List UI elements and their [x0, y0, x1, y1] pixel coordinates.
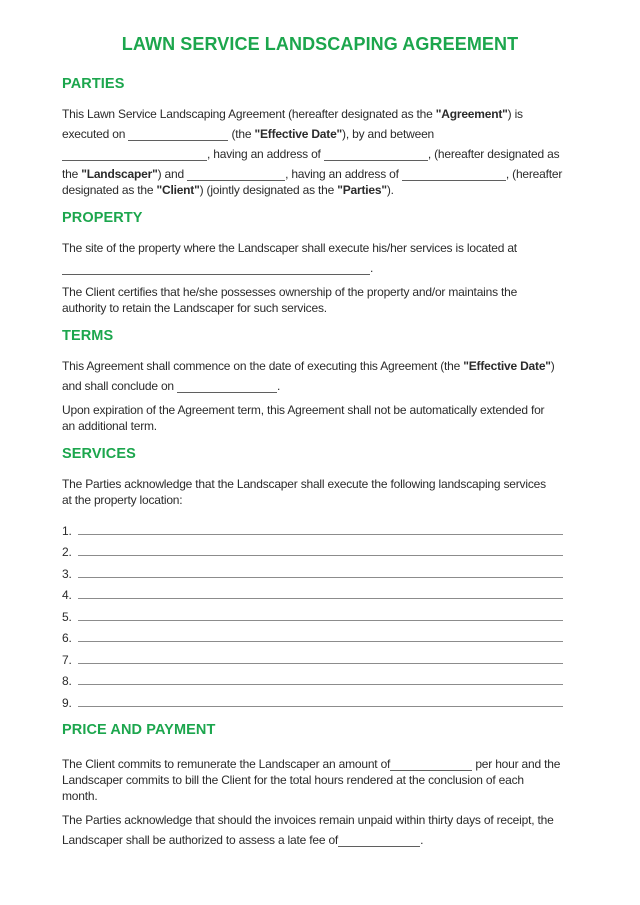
parties-paragraph	[62, 106, 578, 198]
fill-in-blank	[187, 162, 285, 181]
text-line: The Client commits to remunerate the Landscaper an amount of per hour and the	[62, 752, 578, 772]
service-item-blank-line	[78, 641, 563, 642]
property-location-paragraph	[62, 240, 578, 276]
section-heading-price-and-payment: PRICE AND PAYMENT	[62, 721, 216, 738]
service-item-number: 5.	[62, 609, 72, 624]
service-item-row	[62, 624, 563, 646]
service-item-blank-line	[78, 534, 563, 535]
text-line: The Parties acknowledge that the Landscaper shall execute the following landscaping services	[62, 477, 546, 491]
defined-term: "Effective Date"	[463, 359, 551, 373]
service-item-row	[62, 516, 563, 538]
service-item-row	[62, 538, 563, 560]
service-item-number: 4.	[62, 588, 72, 602]
terms-commencement-paragraph	[62, 358, 578, 394]
text-line: Landscaper commits to bill the Client for the total hours rendered at the conclusion of each	[62, 772, 524, 787]
services-intro-paragraph	[62, 476, 578, 508]
section-services	[62, 446, 578, 710]
section-heading-services: SERVICES	[62, 446, 136, 462]
service-item-blank-line	[78, 663, 563, 664]
text-line: The Parties acknowledge that should the invoices remain unpaid within thirty days of receipt, the	[62, 812, 554, 827]
text-line: and shall conclude on .	[62, 374, 578, 394]
text-line: at the property location:	[62, 493, 183, 507]
service-item-blank-line	[78, 706, 563, 707]
text-line: an additional term.	[62, 419, 157, 433]
text-line: The site of the property where the Landscaper shall execute his/her services is located at	[62, 241, 517, 255]
document-title: LAWN SERVICE LANDSCAPING AGREEMENT	[121, 34, 519, 54]
price-hourly-rate-paragraph	[62, 752, 578, 804]
service-item-blank-line	[78, 620, 563, 621]
service-item-number: 2.	[62, 545, 72, 559]
service-item-row	[62, 559, 563, 581]
defined-term: "Client"	[156, 183, 200, 197]
text-line: This Agreement shall commence on the date of executing this Agreement (the "Effective Date")	[62, 359, 555, 373]
text-line: This Lawn Service Landscaping Agreement (hereafter designated as the "Agreement") is	[62, 107, 523, 121]
fill-in-blank	[402, 162, 506, 181]
text-line: designated as the "Client") (jointly designated as the "Parties").	[62, 183, 394, 197]
service-item-row	[62, 645, 563, 667]
defined-term: "Agreement"	[435, 107, 508, 121]
service-item-number: 6.	[62, 631, 72, 645]
fill-in-blank	[338, 828, 420, 847]
text-line: Landscaper shall be authorized to assess a late fee of .	[62, 828, 578, 848]
service-item-row	[62, 688, 563, 710]
fill-in-blank	[62, 256, 370, 275]
service-item-blank-line	[78, 684, 563, 685]
price-late-fee-paragraph	[62, 812, 578, 848]
fill-in-blank	[390, 752, 472, 771]
section-terms	[62, 328, 578, 434]
section-price-and-payment	[62, 722, 578, 848]
service-item-blank-line	[78, 577, 563, 578]
text-line: month.	[62, 788, 98, 803]
section-heading-property: PROPERTY	[62, 210, 143, 226]
section-heading-parties: PARTIES	[62, 76, 125, 92]
terms-expiration-paragraph	[62, 402, 578, 434]
service-item-number: 3.	[62, 566, 72, 581]
property-ownership-paragraph	[62, 284, 578, 316]
fill-in-blank	[62, 142, 207, 161]
section-parties	[62, 76, 578, 198]
service-item-row	[62, 581, 563, 603]
service-item-number: 1.	[62, 523, 72, 538]
text-line: the "Landscaper") and , having an address of , (hereafter	[62, 162, 578, 182]
service-item-row	[62, 602, 563, 624]
service-item-blank-line	[78, 555, 563, 556]
service-item-number: 9.	[62, 695, 72, 710]
service-item-number: 8.	[62, 674, 72, 688]
text-line: .	[62, 256, 578, 276]
service-item-row	[62, 667, 563, 689]
fill-in-blank	[324, 142, 428, 161]
fill-in-blank	[177, 374, 277, 393]
text-line: executed on (the "Effective Date"), by and between	[62, 122, 578, 142]
defined-term: "Landscaper"	[81, 167, 158, 181]
service-item-number: 7.	[62, 652, 72, 667]
text-line: Upon expiration of the Agreement term, this Agreement shall not be automatically extended for	[62, 403, 545, 417]
service-item-blank-line	[78, 598, 563, 599]
section-property	[62, 210, 578, 316]
defined-term: "Parties"	[337, 183, 387, 197]
text-line: , having an address of , (hereafter designated as	[62, 142, 578, 162]
text-line: authority to retain the Landscaper for such services.	[62, 301, 327, 315]
defined-term: "Effective Date"	[254, 127, 343, 141]
section-heading-terms: TERMS	[62, 328, 114, 344]
fill-in-blank	[128, 122, 228, 141]
text-line: The Client certifies that he/she possesses ownership of the property and/or maintains the	[62, 285, 518, 299]
services-list	[62, 516, 578, 710]
